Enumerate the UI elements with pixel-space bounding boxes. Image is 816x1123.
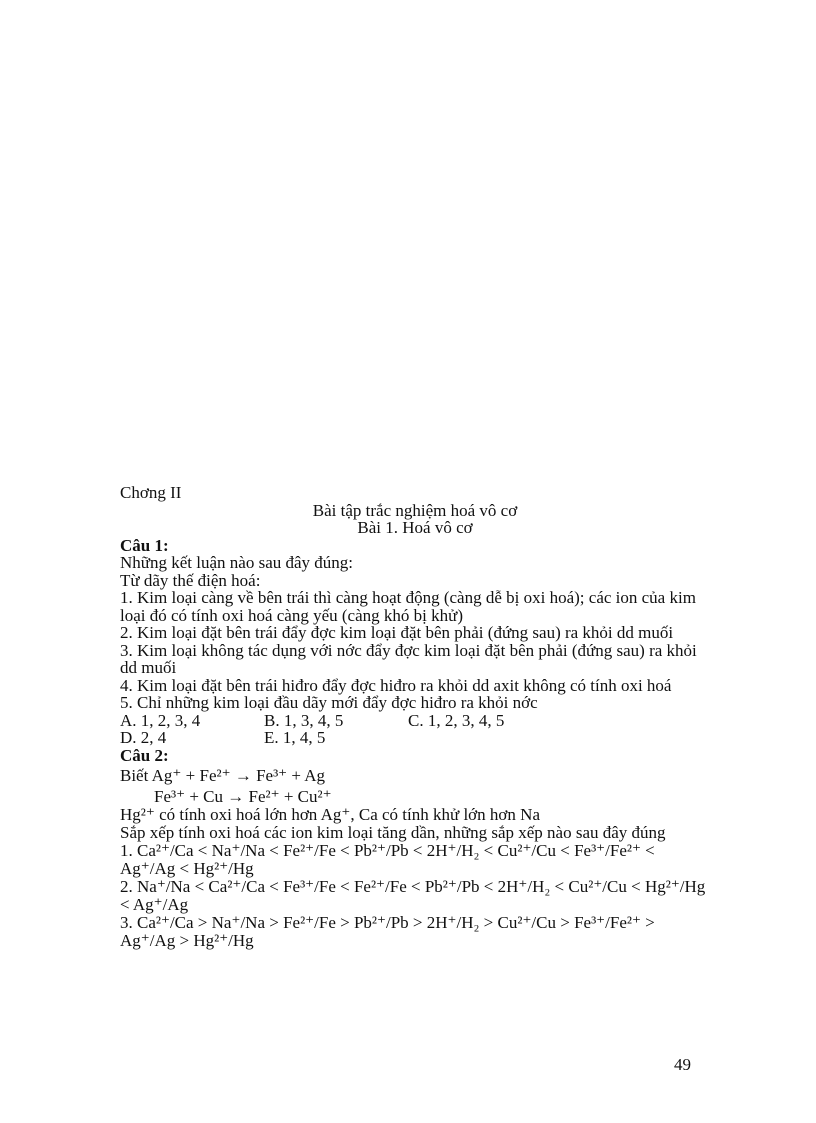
options-row-1 bbox=[120, 712, 710, 730]
statement-4: 4. Kim loại đặt bên trái hiđro đẩy đợc hiđro ra khỏi dd axit không có tính oxi hoá bbox=[120, 675, 672, 695]
question-2-prompt: Sắp xếp tính oxi hoá các ion kim loại tăng dần, những sắp xếp nào sau đây đúng bbox=[120, 823, 666, 842]
ordering-1: 1. Ca²⁺/Ca < Na⁺/Na < Fe²⁺/Fe < Pb²⁺/Pb < 2H⁺/H₂ < Cu²⁺/Cu < Fe³⁺/Fe²⁺ < Ag⁺/Ag < Hg²⁺/Hg bbox=[120, 840, 655, 878]
ordering-3: 3. Ca²⁺/Ca > Na⁺/Na > Fe²⁺/Fe > Pb²⁺/Pb > 2H⁺/H₂ > Cu²⁺/Cu > Fe³⁺/Fe²⁺ > Ag⁺/Ag > Hg²⁺/Hg bbox=[120, 912, 655, 950]
option-d[interactable]: D. 2, 4 bbox=[120, 728, 167, 747]
question-2-fact: Hg²⁺ có tính oxi hoá lớn hơn Ag⁺, Ca có tính khử lớn hơn Na bbox=[120, 805, 540, 824]
question-2-heading: Câu 2: bbox=[120, 745, 169, 765]
option-c[interactable]: C. 1, 2, 3, 4, 5 bbox=[408, 710, 505, 730]
ordering-2: 2. Na⁺/Na < Ca²⁺/Ca < Fe³⁺/Fe < Fe²⁺/Fe < Pb²⁺/Pb < 2H⁺/H₂ < Cu²⁺/Cu < Hg²⁺/Hg < Ag⁺/Ag bbox=[120, 876, 706, 914]
statement-5: 5. Chỉ những kim loại đầu dãy mới đẩy đợc hiđro ra khỏi nớc bbox=[120, 693, 538, 712]
known-label: Biết bbox=[120, 766, 149, 785]
section-title: Bài tập trắc nghiệm hoá vô cơ bbox=[312, 500, 518, 520]
reaction-2: Fe³⁺ + Cu → Fe²⁺ + Cu²⁺ bbox=[154, 787, 332, 806]
option-b[interactable]: B. 1, 3, 4, 5 bbox=[264, 710, 344, 730]
question-1-heading: Câu 1: bbox=[120, 535, 169, 555]
statement-2: 2. Kim loại đặt bên trái đẩy đợc kim loại đặt bên phải (đứng sau) ra khỏi dd muối bbox=[120, 623, 674, 642]
statement-3: 3. Kim loại không tác dụng với nớc đẩy đợc kim loại đặt bên phải (đứng sau) ra khỏi dd muối bbox=[120, 640, 697, 677]
option-e[interactable]: E. 1, 4, 5 bbox=[264, 728, 326, 747]
question-1-intro: Từ dãy thế điện hoá: bbox=[120, 570, 261, 590]
page-content bbox=[120, 484, 710, 950]
section-subtitle: Bài 1. Hoá vô cơ bbox=[357, 518, 473, 537]
chapter-title: Chơng II bbox=[120, 483, 182, 502]
option-a[interactable]: A. 1, 2, 3, 4 bbox=[120, 710, 201, 730]
question-1-prompt: Những kết luận nào sau đây đúng: bbox=[120, 553, 354, 572]
reaction-1: Ag⁺ + Fe²⁺ → Fe³⁺ + Ag bbox=[151, 766, 326, 785]
options-row-2 bbox=[120, 729, 710, 747]
page-number: 49 bbox=[674, 1055, 691, 1074]
statement-1: 1. Kim loại càng về bên trái thì càng hoạt động (càng dễ bị oxi hoá); các ion của kim loại đó có tính oxi hoá càng yếu (càng khó bị khử) bbox=[120, 588, 696, 625]
reaction-line-1 bbox=[120, 767, 710, 785]
